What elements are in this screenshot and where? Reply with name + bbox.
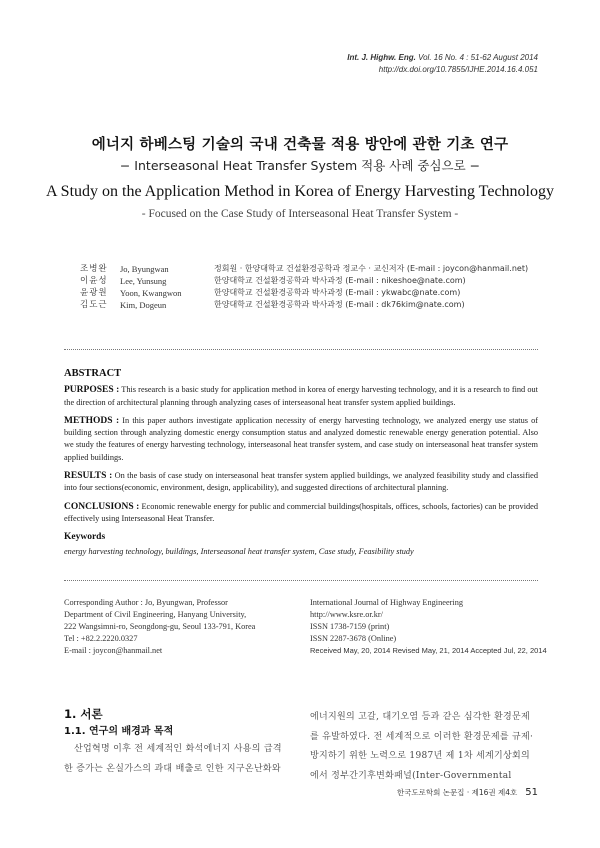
corr-line: Department of Civil Engineering, Hanyang University, (64, 610, 247, 619)
journal-info (310, 597, 547, 657)
results-text: On the basis of case study on interseasonal heat transfer system applied buildings, we analyzed feasibility study and classified into four sections(economic, environment, design, applicability), and suggested directions of architectural planning. (64, 471, 539, 493)
results-label: RESULTS : (64, 471, 113, 482)
abstract-block (64, 368, 538, 558)
author-affiliation: 한양대학교 건설환경공학과 박사과정 (E-mail : ykwabc@nate.com) (214, 288, 461, 297)
corr-line: Tel : +82.2.2220.0327 (64, 634, 138, 643)
corr-line: 222 Wangsimni-ro, Seongdong-gu, Seoul 133-791, Korea (64, 622, 256, 631)
issn-print: ISSN 1738-7159 (print) (310, 622, 390, 631)
author-row (80, 287, 528, 299)
divider-top (64, 349, 538, 350)
page-number: 51 (525, 787, 538, 798)
corr-email: E-mail : joycon@hanmail.net (64, 646, 163, 655)
author-affiliation: 정회원 · 한양대학교 건설환경공학과 정교수 · 교신저자 (E-mail : joycon@hanmail.net) (214, 264, 529, 273)
keywords-text: energy harvesting technology, buildings, Interseasonal heat transfer system, Case study, Feasibility study (64, 546, 414, 556)
issn-online: ISSN 2287-3678 (Online) (310, 634, 397, 643)
revised-label: Revised (392, 646, 420, 655)
abstract-methods (64, 415, 538, 464)
section-heading: 1. 서론 (64, 707, 103, 721)
author-name-english: Lee, Yunsung (120, 276, 167, 286)
abstract-purposes (64, 384, 538, 409)
abstract-heading: ABSTRACT (64, 368, 122, 379)
methods-text: In this paper authors investigate application necessity of energy harvesting technology, we analyzed energy use status of building section through analyzing domestic energy consumption status and analyzed domestic renewable energy generation potential. Also we study the features of energy harvesting technology, interseasonal heat transfer system, and case study on interseasonal heat transfer system applied buildings. (64, 415, 538, 462)
purposes-label: PURPOSES : (64, 385, 120, 396)
received-label: Received (310, 646, 342, 655)
subtitle-english: - Focused on the Case Study of Interseasonal Heat Transfer System - (141, 208, 459, 220)
author-row (80, 275, 528, 287)
author-affiliation: 한양대학교 건설환경공학과 박사과정 (E-mail : dk76kim@nate.com) (214, 300, 465, 309)
title-korean: 에너지 하베스팅 기술의 국내 건축물 적용 방안에 관한 기초 연구 (91, 137, 509, 153)
author-name-korean: 윤광원 (80, 288, 108, 298)
subtitle-korean: − Interseasonal Heat Transfer System 적용 사례 중심으로 − (119, 158, 481, 173)
author-row (80, 299, 528, 311)
author-name-korean: 조병완 (80, 264, 108, 274)
author-name-english: Kim, Dogeun (120, 300, 167, 310)
journal-abbrev: Int. J. Highw. Eng. (347, 53, 416, 62)
title-english: A Study on the Application Method in Korea of Energy Harvesting Technology (46, 183, 554, 200)
accepted-label: Accepted (470, 646, 502, 655)
keywords-heading: Keywords (64, 532, 106, 543)
accepted-date: Jul, 22, 2014 (503, 646, 547, 655)
body-left-column: 산업혁명 이후 전 세계적인 화석에너지 사용의 급격한 증가는 온실가스의 과대 배출로 인한 지구온난화와 (64, 744, 282, 774)
author-name-korean: 이윤성 (80, 276, 108, 286)
author-row (80, 263, 528, 275)
author-name-english: Jo, Byungwan (120, 264, 169, 274)
abstract-conclusions (64, 501, 538, 526)
doi-link[interactable]: http://dx.doi.org/10.7855/IJHE.2014.16.4.051 (378, 65, 538, 74)
received-date: May, 20, 2014 (343, 646, 391, 655)
journal-name: International Journal of Highway Engineering (310, 598, 463, 607)
author-affiliation: 한양대학교 건설환경공학과 박사과정 (E-mail : nikeshoe@nate.com) (214, 276, 466, 285)
corr-line: Corresponding Author : Jo, Byungwan, Professor (64, 598, 228, 607)
purposes-text: This research is a basic study for application method in korea of energy harvesting technology, and it is a research to find out the direction of architectural planning through analyzing cases of interseasonal heat transfer system applied buildings. (64, 385, 538, 407)
conclusions-label: CONCLUSIONS : (64, 501, 140, 512)
author-name-korean: 김도근 (80, 300, 108, 310)
journal-url[interactable]: http://www.ksre.or.kr/ (310, 610, 383, 619)
divider-bottom (64, 580, 538, 581)
journal-header (347, 52, 538, 76)
page-footer (397, 787, 538, 798)
author-list (80, 263, 528, 311)
methods-label: METHODS : (64, 415, 120, 426)
conclusions-text: Economic renewable energy for public and commercial buildings(hospitals, offices, schools, factories) can be provided effectively using Interseasonal Heat Transfer. (64, 501, 538, 523)
footer-journal: 한국도로학회 논문집 · 제16권 제4호 (396, 788, 518, 797)
journal-volume: Vol. 16 No. 4 : 51-62 August 2014 (418, 53, 538, 62)
abstract-results (64, 470, 538, 495)
revised-date: May, 21, 2014 (421, 646, 469, 655)
author-name-english: Yoon, Kwangwon (120, 288, 182, 298)
subsection-heading: 1.1. 연구의 배경과 목적 (64, 726, 174, 737)
body-right-column: 에너지원의 고갈, 대기오염 등과 같은 심각한 환경문제를 유발하였다. 전 세계적으로 이러한 환경문제를 규제·방지하기 위한 노력으로 1987년 제 1차 세계기상회의에서 정부간기후변화패널(Inter-Governmental (310, 712, 534, 781)
submission-dates (310, 645, 547, 657)
corresponding-author (64, 597, 255, 657)
